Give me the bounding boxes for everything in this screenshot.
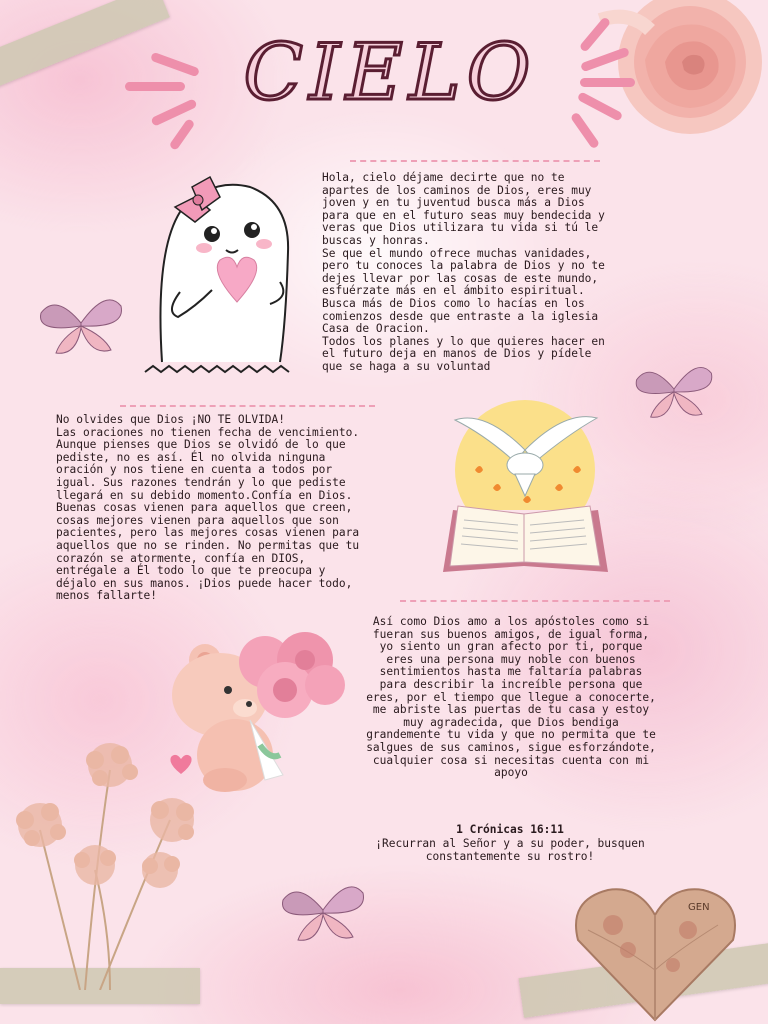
title-ray <box>580 78 635 87</box>
heart-paper-text: GEN <box>688 902 710 913</box>
dove-icon <box>445 400 605 510</box>
divider <box>400 600 670 602</box>
dried-flowers-icon <box>0 740 215 990</box>
paragraph-2: No olvides que Dios ¡NO TE OLVIDA! Las oraciones no tienen fecha de vencimiento. Aunque pienses que Dios se olvidó de lo que pediste, no es así. Él no olvida ninguna oración y nos tiene en cuenta a todos por igual. Sus razones tendrán y lo que pediste llegará en su debido momento.Confía en Dios. Buenas cosas vienen para aquellos que creen, cosas mejores vienen para aquellos que son pacientes, pero las mejores cosas vienen para aquellos que no se rinden. No permitas que tu corazón se atormente, confía en DIOS, entrégale a Él todo lo que te preocupa y déjalo en sus manos. ¡Dios puede hacer todo, menos fallarte! <box>56 413 360 603</box>
title-ray <box>169 118 196 151</box>
title-ray <box>150 52 200 78</box>
paragraph-3: Así como Dios amo a los apóstoles como si fueran sus buenos amigos, de igual forma, yo siento un gran afecto por ti, porque eres una persona muy noble con buenos sentimientos hasta me faltaría palabras para describir la increíble persona que eres, por el tiempo que llegue a conocerte, me abriste las puertas de tu casa y estoy muy agradecida, que Dios bendiga grandemente tu vida y que no permita que te salgues de sus caminos, sigue esforzándote, cualquier cosa si necesitas cuenta con mi apoyo <box>366 615 656 780</box>
page-title: CIELO <box>243 28 537 118</box>
divider <box>350 160 600 162</box>
verse-reference: 1 Crónicas 16:11 <box>456 823 564 836</box>
washi-tape-top-left <box>0 0 170 88</box>
divider <box>120 405 375 407</box>
paper-heart-icon <box>568 870 743 1024</box>
bible-icon <box>438 500 613 578</box>
flork-character-icon <box>140 172 300 382</box>
butterfly-icon <box>278 875 368 945</box>
butterfly-icon <box>36 288 126 358</box>
title-ray <box>125 82 185 91</box>
paragraph-1: Hola, cielo déjame decirte que no te apartes de los caminos de Dios, eres muy joven y en tu juventud busca más a Dios para que en el futuro seas muy bendecida y veras que Dios utilizara tu vida si tú le buscas y honras. Se que el mundo ofrece muchas vanidades, pero tu conoces la palabra de Dios y no te dejes llevar por las cosas de este mundo, esfuérzate más en el ámbito espiritual. Busca más de Dios como lo hacías en los comienzos desde que entraste a la iglesia Casa de Oracion. Todos los planes y lo que quieres hacer en el futuro deja en manos de Dios y pídele que se haga a su voluntad <box>322 171 605 373</box>
verse-text: ¡Recurran al Señor y a su poder, busquen constantemente su rostro! <box>375 837 645 863</box>
